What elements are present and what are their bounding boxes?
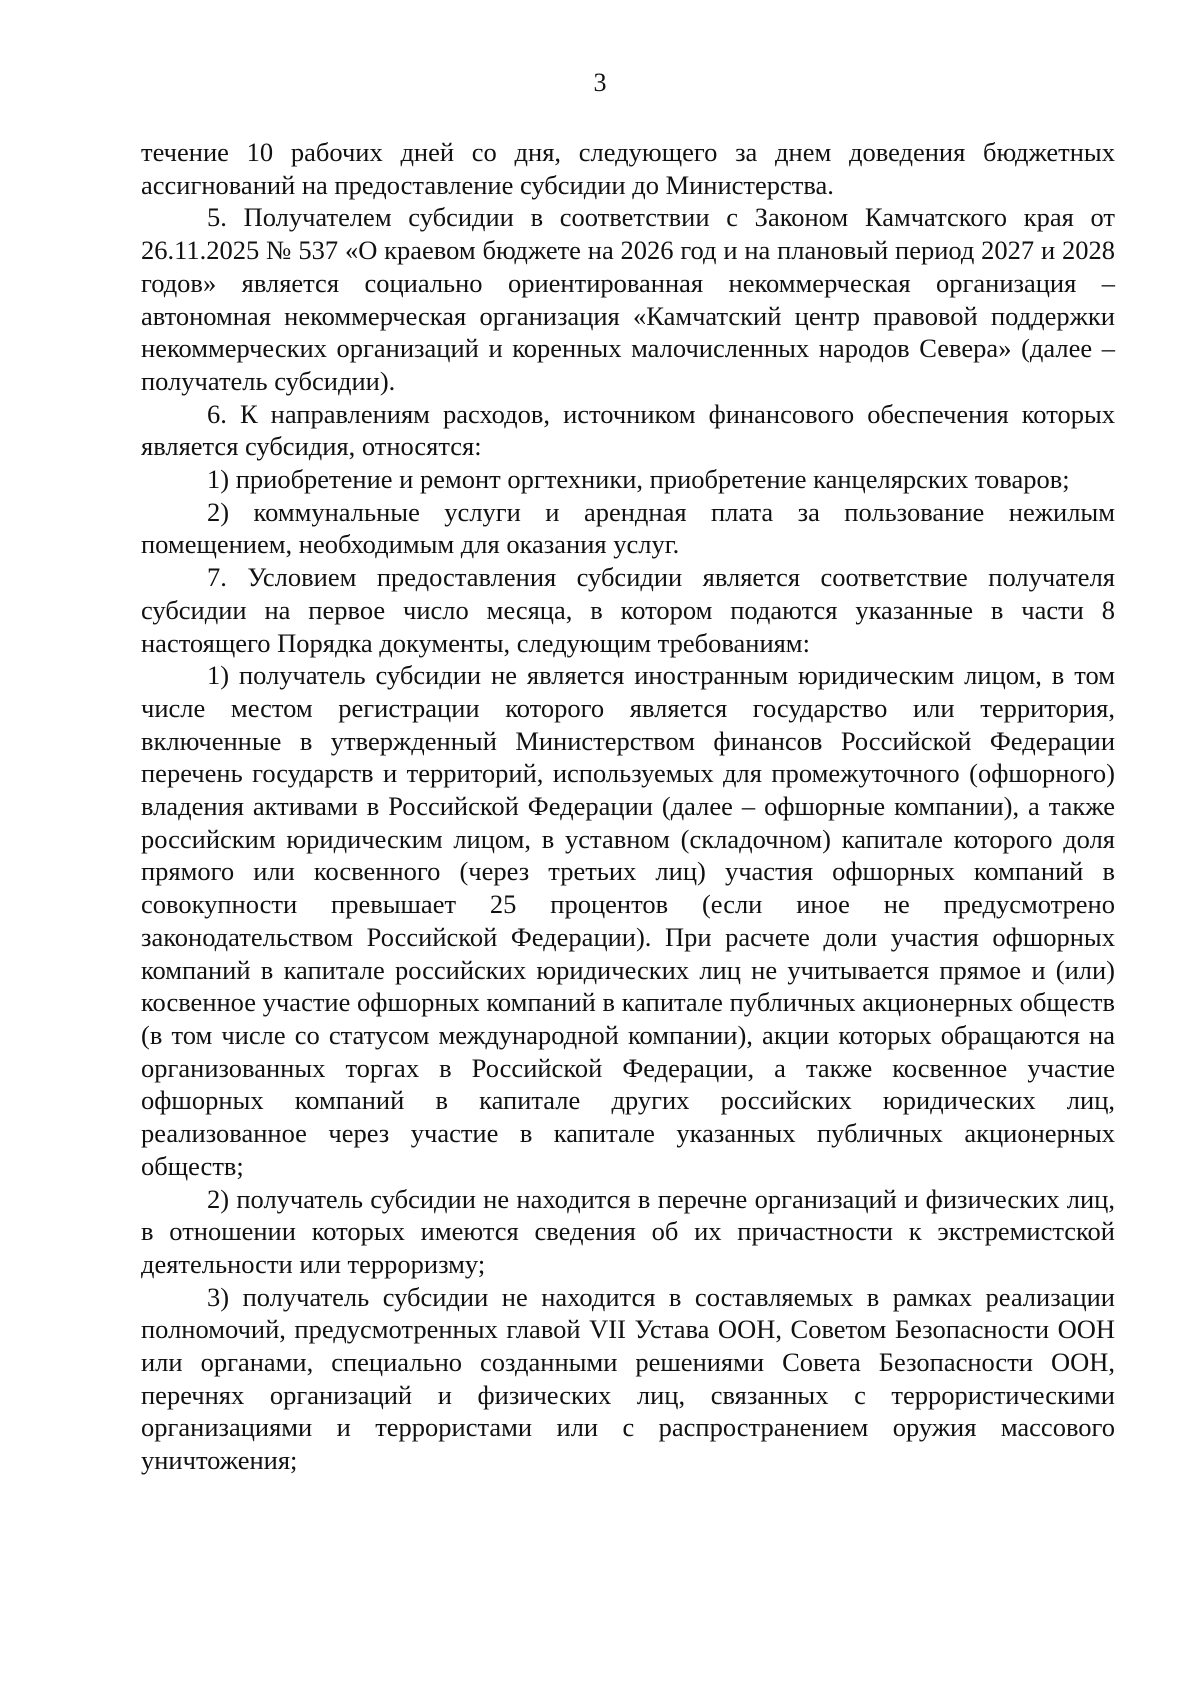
paragraph-7-conditions: 7. Условием предоставления субсидии является соответствие получателя субсидии на первое число месяца, в котором подаются указанные в части 8 настоящего Порядка документы, следующим требованиям: (141, 562, 1115, 658)
paragraph-7-item-2: 2) получатель субсидии не находится в перечне организаций и физических лиц, в отношении которых имеются сведения об их причастности к экстремистской деятельности или терроризму; (141, 1183, 1115, 1279)
paragraph-7-item-1: 1) получатель субсидии не является иностранным юридическим лицом, в том числе местом регистрации которого является государство или территория, включенные в утвержденный Министерством финансов Российской Федерации перечень государств и территорий, используемых для промежуточного (офшорного) владения активами в Российской Федерации (далее – офшорные компании), а также российским юридическим лицом, в уставном (складочном) капитале которого доля прямого или косвенного (через третьих лиц) участия офшорных компаний в совокупности превышает 25 процентов (если иное не предусмотрено законодательством Российской Федерации). При расчете доли участия офшорных компаний в капитале российских юридических лиц не учитывается прямое и (или) косвенное участие офшорных компаний в капитале публичных акционерных обществ (в том числе со статусом международной компании), акции которых обращаются на организованных торгах в Российской Федерации, а также косвенное участие офшорных компаний в капитале других российских юридических лиц, реализованное через участие в капитале указанных публичных акционерных обществ; (141, 660, 1115, 1181)
paragraph-6-item-2: 2) коммунальные услуги и арендная плата за пользование нежилым помещением, необходимым для оказания услуг. (141, 496, 1115, 560)
paragraph-5-recipient: 5. Получателем субсидии в соответствии с Законом Камчатского края от 26.11.2025 № 537 «О краевом бюджете на 2026 год и на плановый период 2027 и 2028 годов» является социально ориентированная некоммерческая организация – автономная некоммерческая организация «Камчатский центр правовой поддержки некоммерческих организаций и коренных малочисленных народов Севера» (далее – получатель субсидии). (141, 202, 1115, 396)
document-body (141, 136, 1115, 1477)
paragraph-6-expense-directions: 6. К направлениям расходов, источником финансового обеспечения которых является субсидия, относятся: (141, 398, 1115, 462)
page-number: 3 (593, 68, 607, 97)
paragraph-7-item-3: 3) получатель субсидии не находится в составляемых в рамках реализации полномочий, предусмотренных главой VII Устава ООН, Советом Безопасности ООН или органами, специально созданными решениями Совета Безопасности ООН, перечнях организаций и физических лиц, связанных с террористическими организациями и террористами или с распространением оружия массового уничтожения; (141, 1281, 1115, 1476)
paragraph-continuation: течение 10 рабочих дней со дня, следующего за днем доведения бюджетных ассигнований на предоставление субсидии до Министерства. (141, 137, 1115, 200)
paragraph-6-item-1: 1) приобретение и ремонт оргтехники, приобретение канцелярских товаров; (207, 464, 1070, 495)
